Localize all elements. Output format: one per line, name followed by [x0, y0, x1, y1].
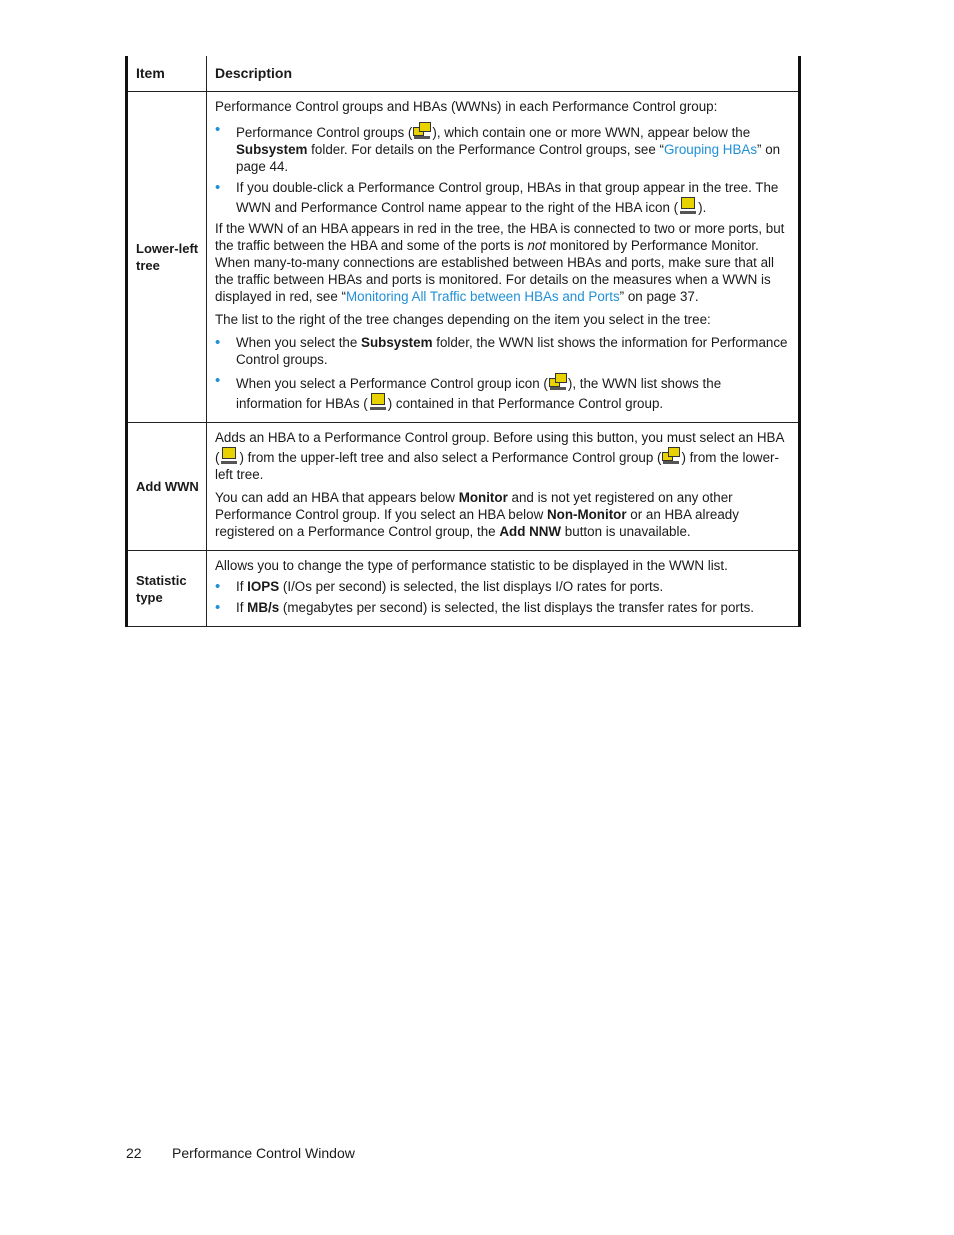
paragraph: The list to the right of the tree changes depending on the item you select in the tree: [215, 312, 711, 327]
group-icon [661, 446, 681, 465]
paragraph: You can add an HBA that appears below Monitor and is not yet registered on any other Performance Control group. If you select an HBA below Non-Monitor or an HBA already registered on a Performance Control group, the Add NNW button is unavailable. [215, 490, 739, 539]
table-row-lower-left-tree [127, 92, 800, 423]
table-header-row [127, 56, 800, 92]
hba-icon [678, 196, 698, 215]
list-item: • If IOPS (I/Os per second) is selected, the list displays I/O rates for ports. [215, 578, 664, 595]
item-lower-left-tree: Lower-left tree [127, 92, 207, 423]
paragraph: Adds an HBA to a Performance Control group. Before using this button, you must select an HBA ( ) from the upper-left tree and also select a Performance Control group ( ) from the lower-left tree. [215, 430, 784, 482]
intro-text: Performance Control groups and HBAs (WWNs) in each Performance Control group: [215, 99, 718, 114]
description-add-wwn [207, 423, 800, 551]
list-item: • Performance Control groups ( ), which contain one or more WWN, appear below the Subsystem folder. For details on the Performance Control groups, see “Grouping HBAs” on page 44. [215, 121, 781, 174]
description-table [125, 56, 801, 627]
list-item: • If MB/s (megabytes per second) is selected, the list displays the transfer rates for ports. [215, 599, 755, 616]
bullet-icon: • [215, 599, 221, 616]
description-statistic-type [207, 551, 800, 627]
paragraph: If the WWN of an HBA appears in red in the tree, the HBA is connected to two or more ports, but the traffic between the HBA and some of the ports is not monitored by Performance Monitor. When many-to-many connections are established between HBAs and ports, make sure that all the traffic between HBAs and ports is monitored. For details on the measures when a WWN is displayed in red, see “Monitoring All Traffic between HBAs and Ports” on page 37. [215, 221, 785, 304]
link-monitoring-traffic[interactable]: Monitoring All Traffic between HBAs and Ports [346, 289, 620, 304]
list-item: • When you select a Performance Control group icon ( ), the WWN list shows the information for HBAs ( ) contained in that Performance Control group. [215, 372, 722, 411]
hba-icon [219, 446, 239, 465]
bullet-icon: • [215, 372, 221, 389]
item-statistic-type: Statistic type [127, 551, 207, 627]
table-row-statistic-type [127, 551, 800, 627]
item-add-wwn: Add WWN [127, 423, 207, 551]
bullet-icon: • [215, 334, 221, 351]
link-grouping-hbas[interactable]: Grouping HBAs [663, 142, 758, 157]
header-description: Description [207, 56, 800, 92]
bullet-icon: • [215, 578, 221, 595]
group-icon [412, 121, 432, 140]
group-icon [548, 372, 568, 391]
list-item: • If you double-click a Performance Control group, HBAs in that group appear in the tree. The WWN and Performance Control name appear to the right of the HBA icon ( ). [215, 179, 779, 215]
page-number: 22 [126, 1145, 142, 1161]
hba-icon [368, 392, 388, 411]
paragraph: Allows you to change the type of performance statistic to be displayed in the WWN list. [215, 558, 728, 573]
bullet-icon: • [215, 121, 221, 138]
table-row-add-wwn [127, 423, 800, 551]
footer-title: Performance Control Window [172, 1145, 355, 1161]
bullet-icon: • [215, 179, 221, 196]
page-footer [126, 1145, 355, 1162]
list-item: • When you select the Subsystem folder, the WWN list shows the information for Performance Control groups. [215, 334, 788, 367]
description-lower-left-tree [207, 92, 800, 423]
header-item: Item [127, 56, 207, 92]
